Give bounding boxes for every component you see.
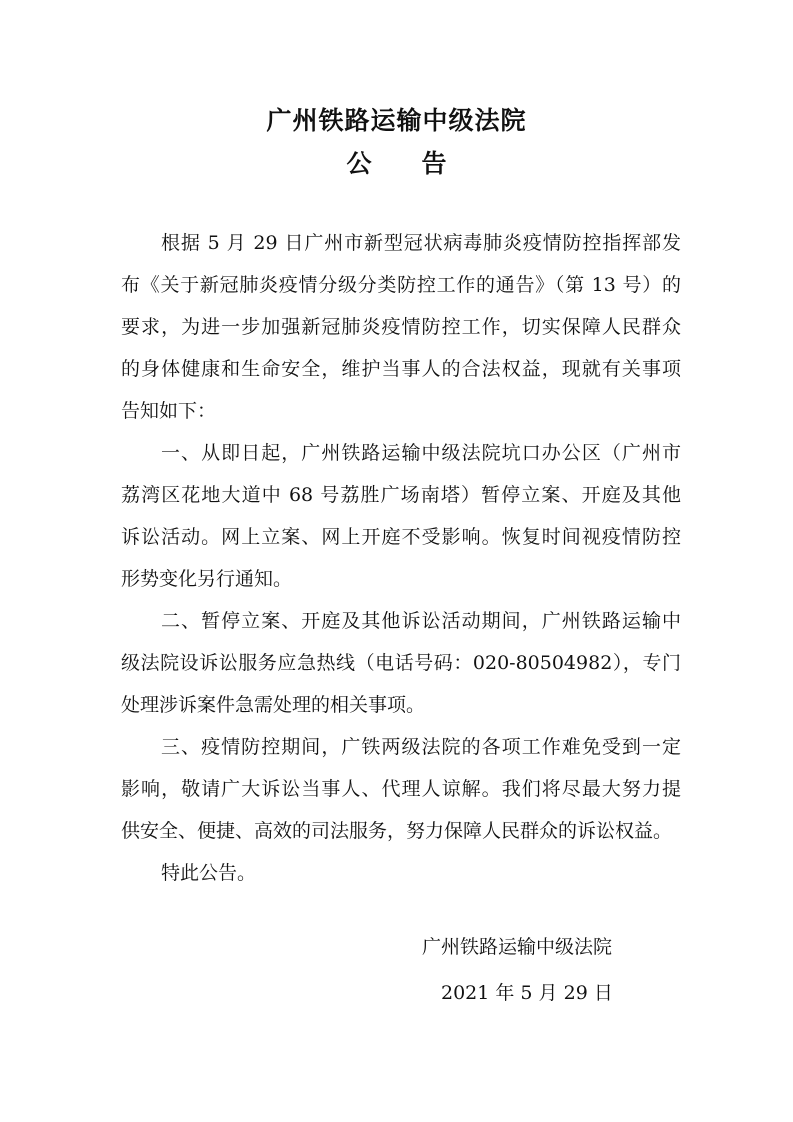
court-title: 广州铁路运输中级法院 [266, 106, 527, 135]
signature-organization: 广州铁路运输中级法院 [422, 936, 613, 958]
paragraph-4-line-1: 三、疫情防控期间，广铁两级法院的各项工作难免受到一定 [161, 736, 681, 758]
paragraph-3-line-3: 处理涉诉案件急需处理的相关事项。 [121, 694, 426, 716]
notice-title-char-1: 公 [346, 149, 372, 178]
signature-date: 2021 年 5 月 29 日 [441, 982, 613, 1004]
paragraph-3-line-2: 级法院设诉讼服务应急热线（电话号码：020-80504982），专门 [121, 652, 681, 674]
notice-title-char-2: 告 [421, 149, 447, 178]
paragraph-2-line-3: 诉讼活动。网上立案、网上开庭不受影响。恢复时间视疫情防控 [121, 526, 681, 548]
paragraph-1-line-1: 根据 5 月 29 日广州市新型冠状病毒肺炎疫情防控指挥部发 [161, 232, 681, 254]
paragraph-2-line-2: 荔湾区花地大道中 68 号荔胜广场南塔）暂停立案、开庭及其他 [121, 484, 681, 506]
paragraph-1-line-5: 告知如下： [121, 400, 217, 422]
closing-line: 特此公告。 [161, 862, 257, 884]
paragraph-1-line-3: 要求，为进一步加强新冠肺炎疫情防控工作，切实保障人民群众 [121, 316, 681, 338]
paragraph-2-line-4: 形势变化另行通知。 [121, 568, 293, 590]
paragraph-2-line-1: 一、从即日起，广州铁路运输中级法院坑口办公区（广州市 [161, 442, 681, 464]
notice-title [0, 144, 793, 180]
paragraph-1-line-4: 的身体健康和生命安全，维护当事人的合法权益，现就有关事项 [121, 358, 681, 380]
paragraph-3-line-1: 二、暂停立案、开庭及其他诉讼活动期间，广州铁路运输中 [161, 610, 681, 632]
paragraph-1-line-2: 布《关于新冠肺炎疫情分级分类防控工作的通告》（第 13 号）的 [121, 274, 681, 296]
paragraph-4-line-2: 影响，敬请广大诉讼当事人、代理人谅解。我们将尽最大努力提 [121, 778, 681, 800]
paragraph-4-line-3: 供安全、便捷、高效的司法服务，努力保障人民群众的诉讼权益。 [121, 820, 673, 842]
